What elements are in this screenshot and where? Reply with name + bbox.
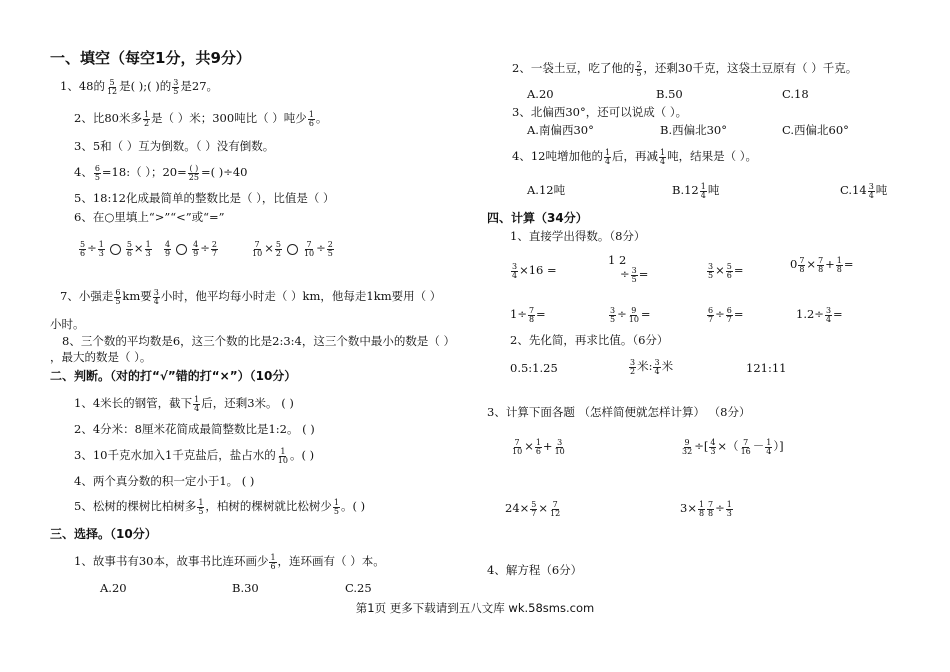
compare-item-2: $\frac{4}{9}$ $\frac{4}{9}$ ÷ $\frac{2}{7}$ [165,239,217,258]
compare-item-3: $\frac{7}{10}$ × $\frac{5}{2}$ $\frac{7}{10}$ ÷ $\frac{2}{5}$ [252,239,333,258]
fill-q8: 8、三个数的平均数是6，这三个数的比是2:3:4，这三个数中最小的数是（ ） [62,334,455,348]
fill-q3: 3、5和（ ）互为倒数。（ ）没有倒数。 [74,139,275,153]
fill-q7-cont: 小时。 [50,317,85,331]
fill-q2: 2、比80米多 $\frac{1}{2}$ 是（ ）米；300吨比（ ）吨少 $\frac{1}{6}$ 。 [74,109,328,128]
choice-q4-option-c[interactable]: C.14 $\frac{3}{4}$ 吨 [840,181,888,200]
choice-q3-option-c[interactable]: C.西偏北60° [782,123,849,137]
ratio-item-2: $\frac{3}{2}$ 米: $\frac{3}{4}$ 米 [630,357,674,376]
fill-q6: 6、在○里填上“>”“<”或“=” [74,210,225,224]
judge-q5: 5、松树的棵树比柏树多 $\frac{1}{5}$ ，柏树的棵树就比松树少 $\frac{1}{5}$ 。( ) [74,497,366,516]
choice-q1-option-a[interactable]: A.20 [100,581,127,595]
choice-q4: 4、12吨增加他的 $\frac{1}{4}$ 后，再减 $\frac{1}{4}$ 吨，结果是（ ）。 [512,147,758,166]
calc3-item-3: 24× $\frac{5}{7}$ × $\frac{7}{12}$ [505,499,561,518]
section3-title: 三、选择。（10分） [50,527,157,541]
choice-q4-option-b[interactable]: B.12 $\frac{1}{4}$ 吨 [672,181,720,200]
choice-q3-option-b[interactable]: B.西偏北30° [660,123,727,137]
calc3-item-1: $\frac{7}{10}$ × $\frac{1}{6}$ + $\frac{3}{10}$ [512,437,565,456]
judge-q3: 3、10千克水加入1千克盐后，盐占水的 $\frac{1}{10}$ 。( ) [74,446,315,465]
fill-q7: 7、小强走 $\frac{6}{5}$ km要 $\frac{3}{4}$ 小时，他平均每小时走（ ）km，他每走1km要用（ ） [60,287,442,306]
ratio-item-1: 0.5:1.25 [510,361,558,375]
calc-sub1-title: 1、直接学出得数。（8分） [510,229,646,243]
page-footer: 第1页 更多下载请到五八文库 wk.58sms.com [355,601,595,615]
compare-item-1: $\frac{5}{6}$ ÷ $\frac{1}{3}$ $\frac{5}{6}$ × $\frac{1}{3}$ [80,239,151,258]
calc-r1-c1: $\frac{3}{4}$ ×16 = [512,261,557,280]
fill-q5: 5、18:12化成最简单的整数比是（ ），比值是（ ） [74,191,335,205]
calc-sub4-title: 4、解方程（6分） [487,563,583,577]
judge-q2: 2、4分米：8厘米花简成最简整数比是1:2。 ( ) [74,422,315,436]
judge-q4: 4、两个真分数的积一定小于1。 ( ) [74,474,255,488]
choice-q1-option-c[interactable]: C.25 [345,581,372,595]
calc-r1-c2: ÷ $\frac{3}{5}$ = [620,265,649,284]
choice-q3-option-a[interactable]: A.南偏西30° [527,123,594,137]
calc-r2-c2: $\frac{3}{5}$ ÷ $\frac{9}{10}$ = [610,305,651,324]
choice-q2-option-c[interactable]: C.18 [782,87,809,101]
compare-circle[interactable] [287,244,298,255]
fill-q8-cont: ，最大的数是（ ）。 [50,350,152,364]
section1-title: 一、填空（每空1分，共9分） [50,49,251,67]
choice-q3: 3、北偏西30°，还可以说成（ ）。 [512,105,688,119]
compare-circle[interactable] [110,244,121,255]
section4-title: 四、计算（34分） [487,211,588,225]
calc-r2-c1: 1÷ $\frac{7}{8}$ = [510,305,546,324]
choice-q2-option-a[interactable]: A.20 [527,87,554,101]
calc-sub3-title: 3、计算下面各题 （怎样简便就怎样计算） （8分） [487,405,751,419]
compare-circle[interactable] [176,244,187,255]
calc-r1-c3: $\frac{3}{5}$ × $\frac{5}{6}$ = [708,261,744,280]
fill-q1: 1、48的 $\frac{5}{12}$ 是( );( )的 $\frac{3}{5}$ 是27。 [60,77,219,96]
calc3-item-4: 3× $\frac{1}{8}$ $\frac{7}{8}$ ÷ $\frac{1}{3}$ [680,499,732,518]
choice-q4-option-a[interactable]: A.12吨 [527,183,566,197]
calc-r1-c2-top: 1 2 [608,253,627,267]
calc-sub2-title: 2、先化简，再求比值。（6分） [510,333,669,347]
choice-q1: 1、故事书有30本，故事书比连环画少 $\frac{1}{6}$ ，连环画有（ ）本。 [74,552,385,571]
choice-q2-option-b[interactable]: B.50 [656,87,683,101]
fill-q4: 4、 $\frac{6}{5}$ =18:（ ）；20= ( ) 25 =( )÷40 [74,163,248,182]
ratio-item-3: 121:11 [746,361,787,375]
choice-q1-option-b[interactable]: B.30 [232,581,259,595]
calc-r2-c4: 1.2÷ $\frac{3}{4}$ = [796,305,843,324]
calc-r2-c3: $\frac{6}{7}$ ÷ $\frac{6}{7}$ = [708,305,744,324]
calc3-item-2: $\frac{9}{32}$ ÷[ $\frac{4}{3}$ ×（ $\frac{7}{16}$ － $\frac{1}{4}$ ）] [682,437,784,456]
judge-q1: 1、4米长的钢管，截下 $\frac{1}{4}$ 后，还剩3米。 ( ) [74,394,294,413]
choice-q2: 2、一袋土豆，吃了他的 $\frac{2}{5}$ ，还剩30千克，这袋土豆原有（ ）千克。 [512,59,858,78]
section2-title: 二、判断。（对的打“√”错的打“×”）（10分） [50,369,297,383]
calc-r1-c4: 0 $\frac{7}{8}$ × $\frac{7}{8}$ + $\frac{1}{8}$ = [790,255,854,274]
